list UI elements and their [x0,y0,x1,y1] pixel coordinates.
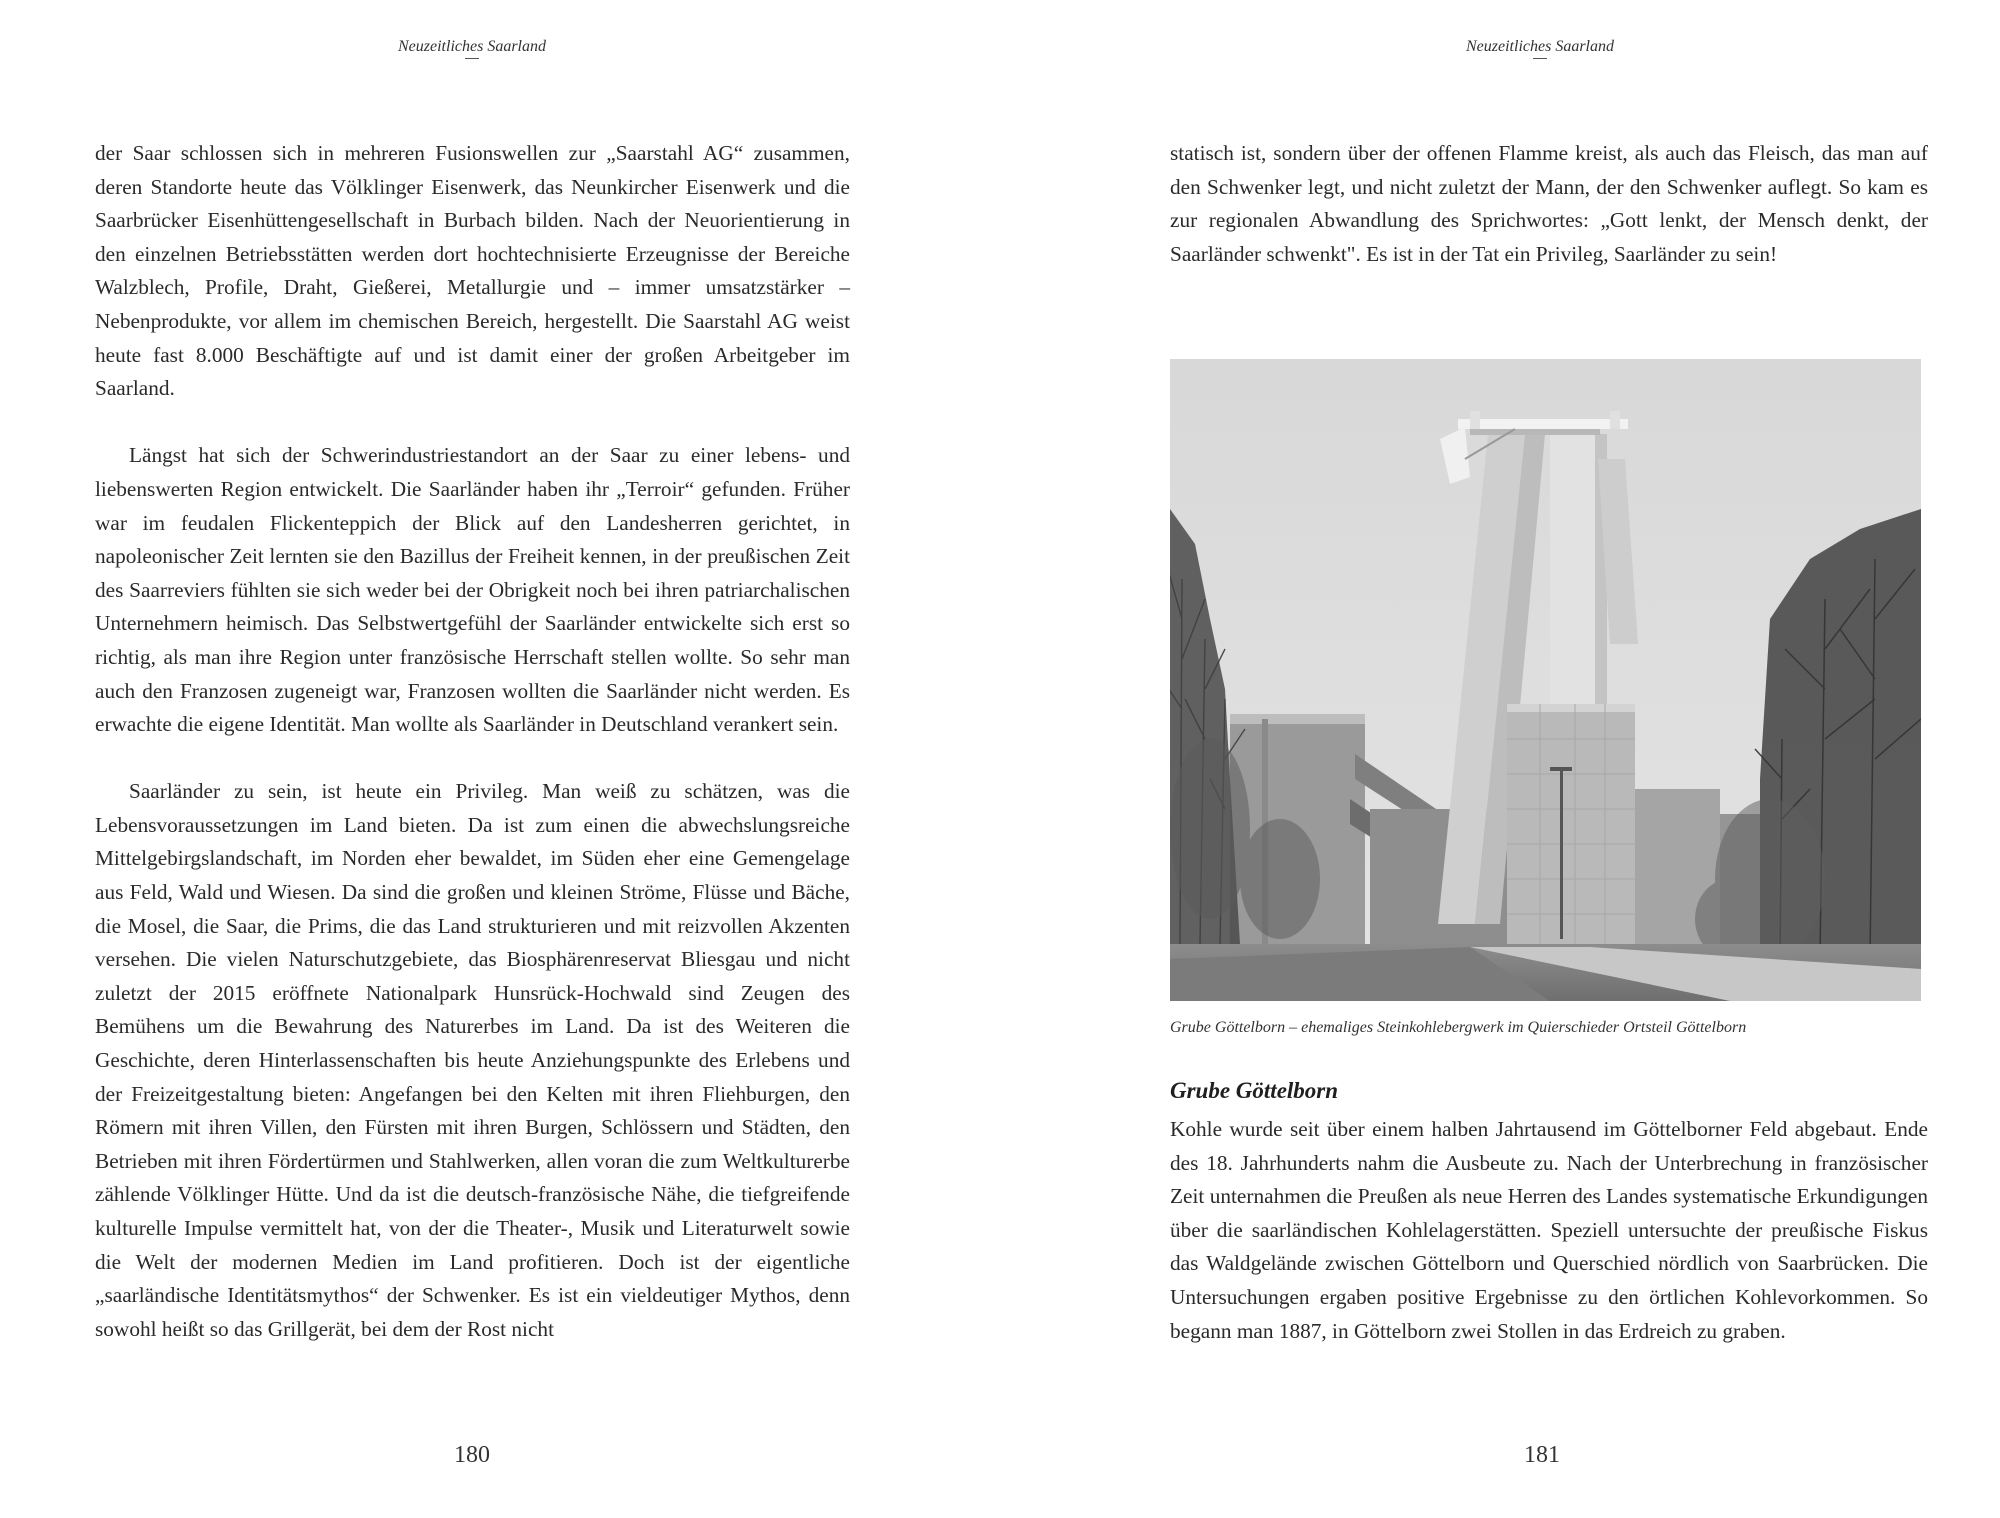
headframe-photo [1170,359,1921,1001]
right-page [1000,0,2000,1518]
paragraph: statisch ist, sondern über der offenen Flamme kreist, als auch das Fleisch, das man auf den Schwenker legt, und nicht zuletzt der Mann, der den Schwenker auflegt. So kam es zur regionalen Abwandlung des Sprichwortes: „Gott lenkt, der Mensch denkt, der Saarländer schwenkt". Es ist in der Tat ein Privileg, Saarländer zu sein! [1170,141,1928,266]
running-head-right [1040,38,2000,59]
paragraph: der Saar schlossen sich in mehreren Fusionswellen zur „Saarstahl AG“ zusammen, deren Standorte heute das Völklinger Eisenwerk, das Neunkircher Eisenwerk und die Saarbrücker Eisenhüttengesellschaft in Burbach bilden. Nach der Neuorientierung in den einzelnen Betriebsstätten werden dort hochtechnisierte Erzeugnisse der Bereiche Walzblech, Profile, Draht, Gießerei, Metallurgie und – immer umsatzstärker – Nebenprodukte, vor allem im chemischen Bereich, hergestellt. Die Saarstahl AG weist heute fast 8.000 Beschäftigte auf und ist damit einer der großen Arbeitgeber im Saarland. [95,141,850,401]
right-intro-text [1170,137,1928,271]
section-heading: Grube Göttelborn [1170,1078,1339,1103]
page-number-right: 181 [1524,1442,1560,1468]
right-section-text [1170,1113,1928,1348]
paragraph: Kohle wurde seit über einem halben Jahrtausend im Göttelborner Feld abgebaut. Ende des 18. Jahrhunderts nahm die Ausbeute zu. Nach der Unterbrechung in französischer Zeit unternahmen die Preußen als neue Herren des Landes systematische Erkundigungen über die saarländischen Kohlelagerstätten. Speziell untersuchte der preußische Fiskus das Waldgelände zwischen Göttelborn und Querschied nördlich von Saarbrücken. Die Untersuchungen ergaben positive Ergebnisse zu den örtlichen Kohlevorkommen. So begann man 1887, in Göttelborn zwei Stollen in das Erdreich zu graben. [1170,1117,1928,1343]
running-head-rule [465,58,479,59]
running-head-text: Neuzeitliches Saarland [1466,38,1614,55]
running-head-text: Neuzeitliches Saarland [398,38,546,55]
figure-caption: Grube Göttelborn – ehemaliges Steinkohlebergwerk im Quierschieder Ortsteil Göttelborn [1170,1019,1747,1036]
page-number-left: 180 [454,1442,490,1468]
running-head-left [0,38,972,59]
paragraph: Saarländer zu sein, ist heute ein Privileg. Man weiß zu schätzen, was die Lebensvoraussetzungen im Land bieten. Da ist zum einen die abwechslungsreiche Mittelgebirgslandschaft, im Norden eher bewaldet, im Süden eher eine Gemengelage aus Feld, Wald und Wiesen. Da sind die großen und kleinen Ströme, Flüsse und Bäche, die Mosel, die Saar, die Prims, die das Land strukturieren und mit reizvollen Akzenten versehen. Die vielen Naturschutzgebiete, das Biosphärenreservat Bliesgau und nicht zuletzt der 2015 eröffnete Nationalpark Hunsrück-Hochwald sind Zeugen des Bemühens um die Bewahrung des Naturerbes im Land. Da ist des Weiteren die Geschichte, deren Hinterlassenschaften bis heute Anziehungspunkte des Erlebens und der Freizeitgestaltung bieten: Angefangen bei den Kelten mit ihren Fliehburgen, den Römern mit ihren Villen, den Fürsten mit ihren Burgen, Schlössern und Städten, den Betrieben mit ihren Fördertürmen und Stahlwerken, allen voran die zum Weltkulturerbe zählende Völklinger Hütte. Und da ist die deutsch-französische Nähe, die tiefgreifende kulturelle Impulse vermittelt hat, von der die Theater-, Musik und Literaturwelt sowie die Welt der modernen Medien im Land profitieren. Doch ist der eigentliche „saarländische Identitätsmythos“ der Schwenker. Es ist ein vieldeutiger Mythos, denn sowohl heißt so das Grillgerät, bei dem der Rost nicht [95,779,850,1341]
left-body-text [95,137,850,1346]
headframe-photo-illustration [1170,359,1921,1001]
paragraph: Längst hat sich der Schwerindustriestandort an der Saar zu einer lebens- und liebenswerten Region entwickelt. Die Saarländer haben ihr „Terroir“ gefunden. Früher war im feudalen Flickenteppich der Blick auf den Landesherren gerichtet, in napoleonischer Zeit lernten sie den Bazillus der Freiheit kennen, in der preußischen Zeit des Saarreviers fühlten sie sich weder bei der Obrigkeit noch bei ihren patriarchalischen Unternehmern heimisch. Das Selbstwertgefühl der Saarländer entwickelte sich erst so richtig, als man ihre Region unter französische Herrschaft stellen wollte. So sehr man auch den Franzosen zugeneigt war, Franzosen wollten die Saarländer nicht werden. Es erwachte die eigene Identität. Man wollte als Saarländer in Deutschland verankert sein. [95,443,850,737]
running-head-rule [1533,58,1547,59]
